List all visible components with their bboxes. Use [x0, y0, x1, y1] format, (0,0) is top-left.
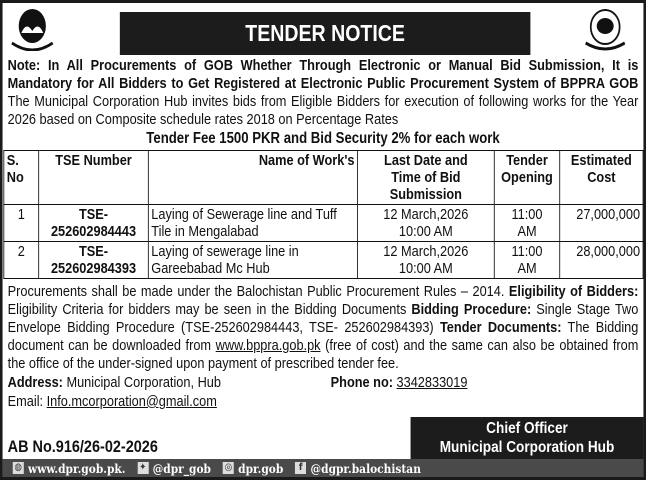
time: 10:00 AM — [398, 223, 453, 240]
signatory-box — [411, 417, 644, 459]
documents-label: Tender Documents: — [439, 319, 562, 336]
gob-logo-left — [8, 7, 57, 51]
row-cost: 27,000,000 — [560, 205, 643, 242]
opening-time: 11:00 — [511, 206, 543, 223]
email-label: Email: — [7, 393, 47, 410]
col-cost: Estimated Cost — [560, 151, 643, 205]
row-date — [357, 242, 494, 279]
globe-icon: ◍ — [14, 462, 22, 473]
email — [8, 393, 217, 411]
eligibility-text: Eligibility Criteria for bidders may be seen in the Bidding Documents — [7, 301, 412, 318]
procedure-text: Single Stage Two Envelope Bidding Procedure (TSE-252602984443, TSE- 252602984393) — [7, 301, 639, 336]
col-work: Name of Work's — [148, 151, 357, 205]
tse-prefix: TSE- — [78, 206, 109, 223]
phone-label: Phone no: — [330, 374, 393, 391]
facebook-icon: f — [295, 462, 306, 474]
address-label: Address: — [7, 374, 63, 391]
note-bold: Note: In All Procurements of GOB Whether Through Electronic or Manual Bid Submission, It is Mandatory for All Bidders to Get Registered at Electronic Public Procurement System of BPPRA GOB — [7, 57, 639, 92]
tender-fee: Tender Fee 1500 PKR and Bid Security 2% for each work — [146, 130, 500, 147]
documents-text: The Bidding document can be downloaded from — [7, 319, 639, 354]
opening-ampm: AM — [517, 260, 537, 277]
footer-twitter[interactable]: @dpr_gob — [152, 460, 211, 476]
row-date — [357, 205, 494, 242]
ab-number: AB No.916/26-02-2026 — [7, 437, 158, 456]
title-banner — [120, 12, 531, 55]
twitter-icon: ✦ — [139, 462, 147, 473]
email-row — [8, 393, 639, 411]
row-sno: 2 — [4, 242, 39, 279]
works-table — [3, 150, 643, 279]
footer-bar — [3, 459, 644, 477]
col-tse: TSE Number — [39, 151, 149, 205]
col-date: Last Date and Time of Bid Submission — [357, 151, 494, 205]
municipal-logo-right — [581, 7, 630, 51]
bppra-link[interactable]: www.bppra.gob.pk — [215, 337, 321, 354]
row-work: Laying of sewerage line in Gareebabad Mc Hub — [148, 242, 357, 279]
contact-row — [8, 374, 639, 392]
procedure-label: Bidding Procedure: — [411, 301, 532, 318]
page-title: TENDER NOTICE — [245, 20, 405, 46]
row-tse — [39, 205, 149, 242]
table-header-row — [4, 151, 643, 205]
phone-link[interactable]: 3342833019 — [396, 374, 468, 391]
address — [8, 374, 331, 392]
row-cost: 28,000,000 — [560, 242, 643, 279]
signatory-office: Municipal Corporation Hub — [439, 439, 615, 456]
terms-paragraph — [8, 283, 639, 373]
col-sno: S. No — [4, 151, 39, 205]
bottom-row — [3, 411, 644, 459]
row-tse — [39, 242, 149, 279]
row-sno: 1 — [4, 205, 39, 242]
date: 12 March,2026 — [383, 206, 469, 223]
tse-number: 252602984393 — [50, 260, 137, 277]
row-opening — [494, 205, 559, 242]
table-row — [4, 242, 643, 279]
footer-facebook[interactable]: @dgpr.balochistan — [310, 460, 421, 476]
opening-time: 11:00 — [511, 243, 543, 260]
date: 12 March,2026 — [383, 243, 469, 260]
instagram-icon: ◎ — [224, 462, 233, 473]
documents-text-2: (free of cost) and the same can also be obtained from the office of the under-signed upon payment of prescribed tender fee. — [7, 337, 639, 372]
tse-prefix: TSE- — [78, 243, 109, 260]
email-link[interactable]: Info.mcorporation@gmail.com — [46, 393, 217, 410]
footer-instagram[interactable]: dpr.gob — [238, 460, 284, 476]
eligibility-label: Eligibility of Bidders: — [508, 283, 639, 300]
footer-web[interactable]: www.dpr.gob.pk. — [28, 460, 126, 476]
time: 10:00 AM — [398, 260, 453, 277]
address-value: Municipal Corporation, Hub — [62, 374, 221, 391]
tse-number: 252602984443 — [50, 223, 137, 240]
row-opening — [494, 242, 559, 279]
row-work: Laying of Sewerage line and Tuff Tile in Mengalabad — [148, 205, 357, 242]
notice-header — [3, 3, 644, 57]
rules-text: Procurements shall be made under the Balochistan Public Procurement Rules – 2014. — [7, 283, 509, 300]
note-paragraph — [8, 57, 639, 129]
opening-ampm: AM — [517, 223, 537, 240]
table-row — [4, 205, 643, 242]
signatory-title: Chief Officer — [486, 420, 568, 437]
phone — [331, 374, 468, 392]
col-opening: Tender Opening — [494, 151, 559, 205]
note-text: The Municipal Corporation Hub invites bids from Eligible Bidders for execution of following works for the Year 2026 based on Composite schedule rates 2018 on Percentage Rates — [7, 93, 639, 128]
